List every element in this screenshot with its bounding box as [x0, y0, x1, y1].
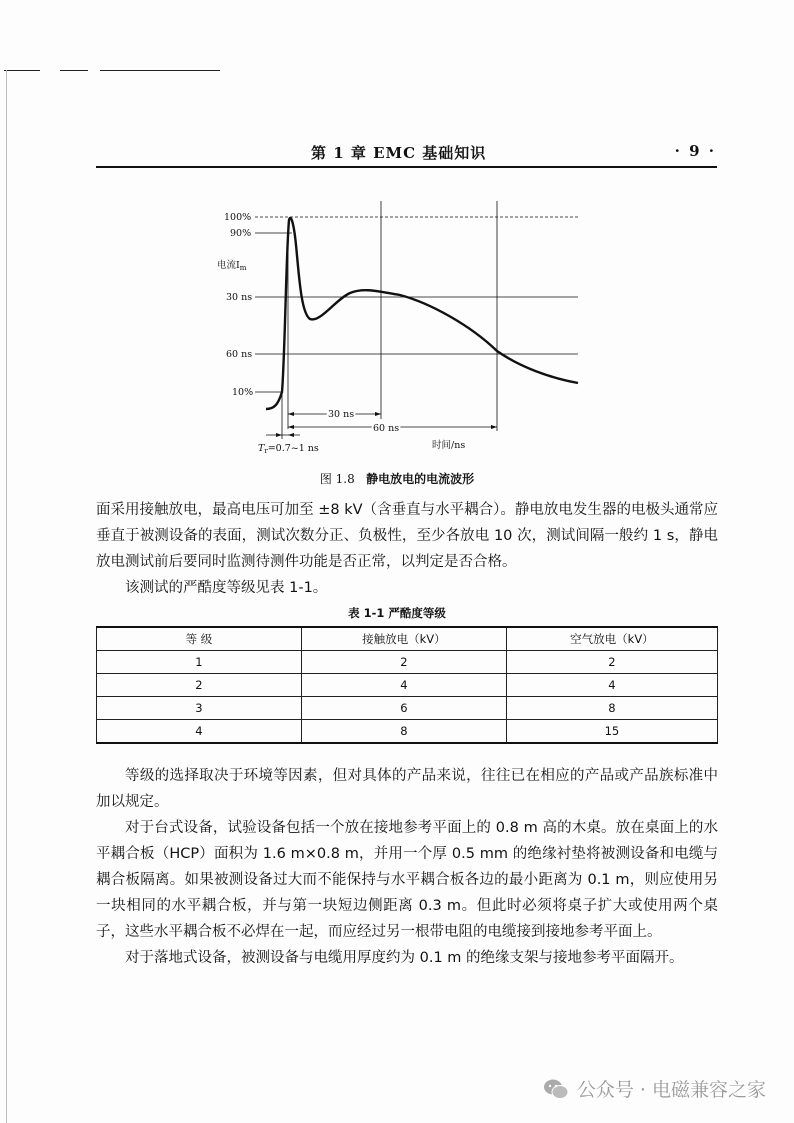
label-30ns-x: 30 ns — [328, 409, 355, 420]
arrowhead — [288, 412, 294, 416]
label-30ns-y: 30 ns — [226, 292, 253, 303]
paragraph-1: 面采用接触放电，最高电压可加至 ±8 kV（含垂直与水平耦合）。静电放电发生器的电极头通常应垂直于被测设备的表面，测试次数分正、负极性，至少各放电 10 次，测试间隔一般约 1 s，静电放电测试前后要同时监测待测件功能是否正常，以判定是否合格。 — [96, 502, 718, 570]
text-block-1 — [96, 497, 718, 601]
paragraph-2: 该测试的严酷度等级见表 1-1。 — [125, 580, 328, 596]
table-header-cell: 等 级 — [97, 627, 302, 651]
page-number: · 9 · — [674, 142, 716, 160]
table-cell: 4 — [301, 674, 506, 697]
label-current-im — [217, 259, 247, 272]
wechat-watermark — [543, 1075, 766, 1102]
table-cell: 3 — [97, 697, 302, 720]
label-10pct: 10% — [232, 387, 254, 398]
label-60ns-y: 60 ns — [226, 349, 253, 360]
table-cell: 2 — [301, 651, 506, 674]
table-row — [97, 674, 718, 697]
scan-artifact-edge — [6, 70, 7, 1123]
table-cell: 8 — [506, 697, 717, 720]
label-100pct: 100% — [224, 212, 252, 223]
severity-level-table — [96, 626, 718, 744]
waveform-svg — [200, 195, 600, 465]
table-cell: 8 — [301, 720, 506, 744]
header-rule — [96, 166, 717, 168]
table-header-cell: 空气放电（kV） — [506, 627, 717, 651]
table-cell: 1 — [97, 651, 302, 674]
arrowhead — [288, 425, 294, 429]
table-row — [97, 651, 718, 674]
text-block-2 — [96, 763, 718, 971]
page-header — [96, 140, 716, 164]
wechat-icon — [543, 1078, 569, 1100]
arrowhead — [276, 433, 282, 437]
table-cell: 2 — [506, 651, 717, 674]
label-rise-time — [258, 443, 319, 455]
watermark-text: 公众号 · 电磁兼容之家 — [576, 1079, 766, 1101]
paragraph-3: 等级的选择取决于环境等因素，但对具体的产品来说，往往已在相应的产品或产品族标准中加以规定。 — [96, 768, 718, 810]
label-time-axis: 时间/ns — [432, 440, 466, 451]
table-header-row — [97, 627, 718, 651]
arrowhead — [288, 433, 294, 437]
label-current: 电流I — [217, 260, 240, 271]
arrowhead — [375, 412, 381, 416]
arrowhead — [491, 425, 497, 429]
label-tr-value: =0.7~1 ns — [267, 443, 319, 454]
table-cell: 4 — [506, 674, 717, 697]
paragraph-4: 对于台式设备，试验设备包括一个放在接地参考平面上的 0.8 m 高的木桌。放在桌面上的水平耦合板（HCP）面积为 1.6 m×0.8 m，并用一个厚 0.5 mm 的绝缘衬垫将被测设备和电缆与耦合板隔离。如果被测设备过大而不能保持与水平耦合板各边的最小距离为 0.1 m，则应使用另一块相同的水平耦合板，并与第一块短边侧距离 0.3 m。但此时必须将桌子扩大或使用两个桌子，这些水平耦合板不必焊在一起，而应经过另一根带电阻的电缆接到接地参考平面上。 — [96, 820, 718, 940]
table-title: 表 1-1 严酷度等级 — [348, 606, 446, 620]
scan-artifact-line — [60, 70, 88, 71]
current-waveform-curve — [266, 218, 578, 409]
esd-current-waveform-figure — [200, 195, 600, 465]
label-tr-sub: r — [264, 447, 268, 455]
table-cell: 2 — [97, 674, 302, 697]
chapter-title: 第 1 章 EMC 基础知识 — [311, 144, 487, 162]
paragraph-5: 对于落地式设备，被测设备与电缆用厚度约为 0.1 m 的绝缘支架与接地参考平面隔开。 — [125, 950, 684, 966]
scan-artifact-line — [4, 70, 40, 71]
label-tr: T — [258, 443, 265, 454]
figure-caption — [0, 470, 794, 487]
table-cell: 4 — [97, 720, 302, 744]
table-header-cell: 接触放电（kV） — [301, 627, 506, 651]
figure-caption-text: 静电放电的电流波形 — [366, 472, 475, 486]
table-row — [97, 720, 718, 744]
table-row — [97, 697, 718, 720]
label-90pct: 90% — [230, 228, 252, 239]
label-60ns-x: 60 ns — [373, 423, 400, 434]
table-cell: 6 — [301, 697, 506, 720]
label-current-sub: m — [239, 264, 247, 272]
figure-caption-number: 图 1.8 — [319, 472, 355, 486]
table-cell: 15 — [506, 720, 717, 744]
scan-artifact-line — [100, 70, 220, 71]
